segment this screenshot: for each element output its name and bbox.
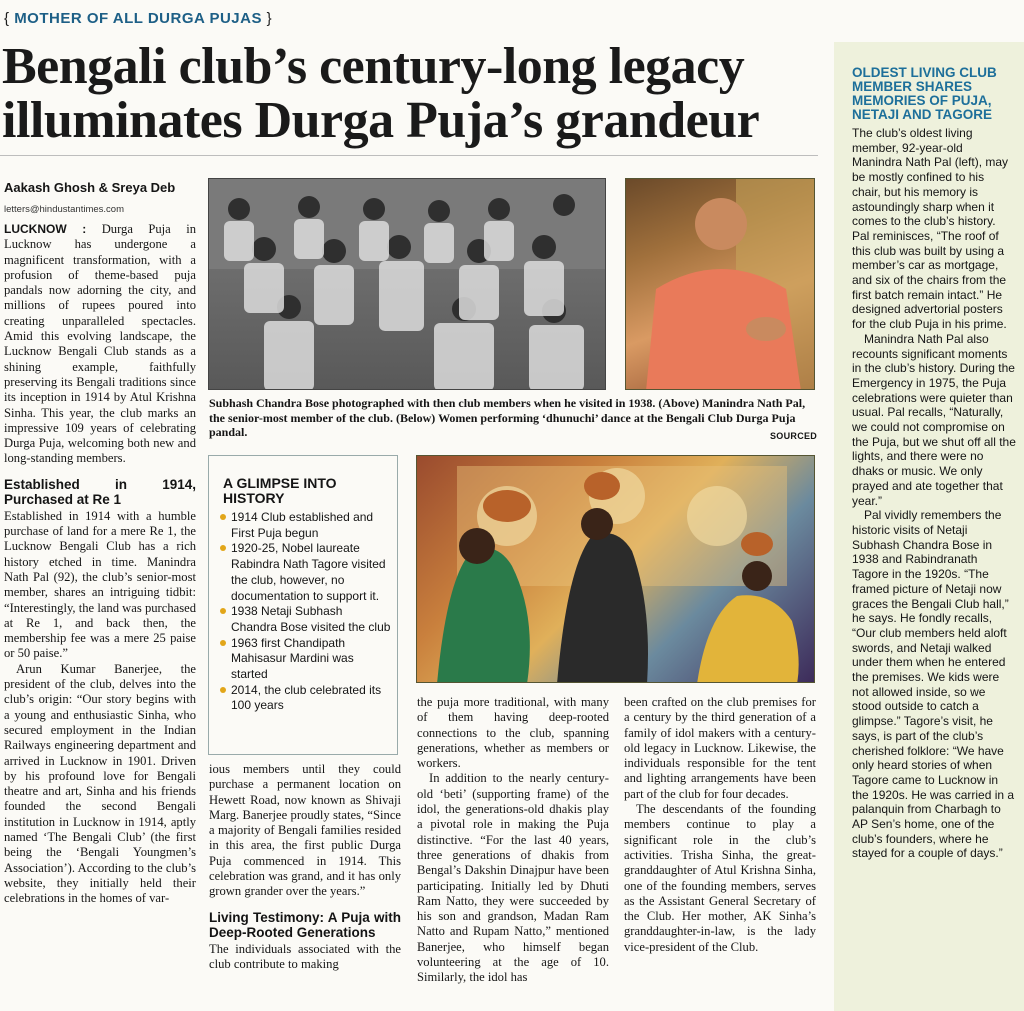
glimpse-item-text: 2014, the club celebrated its 100 years	[231, 682, 382, 713]
dhunuchi-dance-photo	[416, 455, 815, 683]
bose-group-photo	[208, 178, 606, 390]
glimpse-item	[223, 541, 391, 604]
paragraph-dhakis: In addition to the nearly century-old ‘beti’ (supporting frame) of the idol, the generations-old dhakis play a pivotal role in making the Puja distinctive. “For the last 40 years, three generations of dhakis from Bengal’s Dakshin Dinajpur have been participating. Initially led by Dhuti Ram Natto, they were succeeded by his son and grandson, Madan Ram Natto and Rupam Natto,” mentioned Banerjee, who himself began volunteering at the age of 10. Similarly, the idol has	[417, 771, 609, 985]
dateline: LUCKNOW :	[4, 222, 87, 236]
glimpse-item	[223, 604, 391, 635]
glimpse-item-text: 1938 Netaji Subhash Chandra Bose visited the club	[231, 604, 391, 634]
sidebar-paragraph-1: The club’s oldest living member, 92-year-old Manindra Nath Pal (left), may be mostly confined to his chair, but his memory is astoundingly sharp when it comes to the club’s history. Pal reminisces, “The roof of this club was built by using a member’s car as mortgage, and six of the chairs from the first batch remain intact.” He designed advertorial posters for the club Puja in his prime.	[852, 126, 1009, 332]
intro-text: Durga Puja in Lucknow has undergone a magnificent transformation, with a profusion of theme-based puja pandals now adorning the city, and millions of rupees poured into creating unparalleled spectacles. Amid this evolving landscape, the Lucknow Bengali Club stands as a shining example, faithfully preserving its Bengali traditions since its inception in 1914 by Atul Krishna Sinha. This year, the club marks an impressive 109 years of celebrating Durga Puja, welcoming both new and long-standing members.	[4, 222, 196, 466]
glimpse-item-text: 1914 Club established and First Puja begun	[231, 510, 374, 540]
sidebar-paragraph-2: Manindra Nath Pal also recounts significant moments in the club’s history. During the Emergency in 1975, the Puja celebrations were quieter than usual. Pal recalls, “Naturally, we could not compromise on the Puja, but we shut off all the lights, and there were no dhaks or music. We only prayed and ate together that year.”	[852, 331, 1016, 508]
headline-line-1: Bengali club’s century-long legacy	[2, 38, 745, 95]
headline-line-2: illuminates Durga Puja’s grandeur	[2, 92, 760, 149]
pal-portrait-figure	[626, 179, 815, 390]
kicker-brace-close: }	[266, 10, 273, 27]
glimpse-item	[223, 683, 391, 714]
glimpse-item-text: 1920-25, Nobel laureate Rabindra Nath Tagore visited the club, however, no documentation to support it.	[231, 541, 386, 603]
author-email[interactable]: letters@hindustantimes.com	[4, 204, 124, 215]
paragraph-idol-makers: been crafted on the club premises for a century by the third generation of a family of idol makers with a century-old legacy in Lucknow. Likewise, the individuals responsible for the tent and lighting arrangements have been part of the club for four decades.	[624, 695, 816, 801]
paragraph-intro	[4, 222, 196, 467]
bullet-icon	[220, 514, 226, 520]
byline: Aakash Ghosh & Sreya Deb	[4, 180, 176, 195]
glimpse-list	[223, 510, 391, 714]
paragraph-permanent-location: ious members until they could purchase a permanent location on Hewett Road, now known as Shivaji Marg. Banerjee proudly states, “Since a majority of Bengali families resided in this area, the first public Durga Puja commenced in 1914. This celebration was grand, and it has only grown grander over the years.”	[209, 762, 401, 899]
paragraph-established: Established in 1914 with a humble purchase of land for a mere Re 1, the Lucknow Bengali Club has a rich history etched in time. Manindra Nath Pal (92), the club’s senior-most member, shares an intriguing tidbit: “Interestingly, the land was purchased at Re 1, and back then, the membership fee was a mere 25 paise or 50 paise.”	[4, 508, 196, 661]
subhead-living-testimony: Living Testimony: A Puja with Deep-Rooted Generations	[209, 909, 401, 940]
headline	[2, 40, 822, 148]
bullet-icon	[220, 545, 226, 551]
glimpse-item	[223, 636, 391, 683]
paragraph-descendants: The descendants of the founding members continue to play a significant role in the club’s activities. Trisha Sinha, the great-granddaughter of Atul Krishna Sinha, one of the founding members, serves as the Assistant General Secretary of the Club. Her mother, AK Sinha’s granddaughter-in-law, is the lady vice-president of the Club.	[624, 802, 816, 954]
dhunuchi-dance-figures	[417, 456, 815, 683]
sidebar-content	[852, 66, 1016, 861]
paragraph-traditional: the puja more traditional, with many of them having deep-rooted connections to the club, spanning generations, whether as members or workers.	[417, 695, 609, 771]
sidebar-paragraph-3: Pal vividly remembers the historic visits of Netaji Subhash Chandra Bose in 1938 and Rabindranath Tagore in the 1920s. “The framed picture of Netaji now graces the Bengali Club hall,” he says. He fondly recalls, “Our club members held aloft swords, and Netaji walked under them when he entered the premises. We kids were not allowed inside, so we stood outside to catch a glimpse.” Tagore’s visit, he says, is part of the club’s cherished folklore: “We have only heard stories of when Tagore came to Lucknow in the 1920s. He was carried in a palanquin from Charbagh to AP Sen’s home, one of the club’s founders, where he stayed for a couple of days.”	[852, 508, 1015, 861]
glimpse-title: A GLIMPSE INTO HISTORY	[223, 475, 337, 506]
glimpse-history-box	[208, 455, 398, 755]
article-column-3	[417, 695, 609, 1010]
glimpse-item-text: 1963 first Chandipath Mahisasur Mardini was started	[231, 635, 354, 682]
paragraph-individuals: The individuals associated with the club contribute to making	[209, 941, 401, 971]
article-column-1	[4, 222, 196, 1010]
bullet-icon	[220, 687, 226, 693]
photo-caption: Subhash Chandra Bose photographed with then club members when he visited in 1938. (Above) Manindra Nath Pal, the senior-most member of the club. (Below) Women performing ‘dhunuchi’ dance at the Bengali Club Durga Puja pandal.	[209, 396, 806, 439]
manindra-nath-pal-photo	[625, 178, 815, 390]
bose-group-photo-figures	[209, 179, 606, 390]
bullet-icon	[220, 608, 226, 614]
kicker-brace-open: {	[4, 10, 10, 27]
glimpse-item	[223, 510, 391, 541]
kicker-text: MOTHER OF ALL DURGA PUJAS	[14, 10, 262, 27]
article-column-4	[624, 695, 816, 1010]
headline-divider	[0, 155, 818, 156]
photo-credit: SOURCED	[770, 431, 818, 441]
oldest-member-sidebar	[834, 42, 1024, 1011]
paragraph-origin: Arun Kumar Banerjee, the president of the club, delves into the club’s origin: “Our story begins with a young and enthusiastic Sinha, who secured employment in the Indian Railways engineering department and arrived in Lucknow in 1901. Driven by his profound love for Bengali theatre and art, Sinha and his friends founded the second Bengali institution in Lucknow in 1914, aptly named ‘The Bengali Club’ (the first being the ‘Bengali Youngmen’s Association’). According to the club’s website, they initially held their celebrations in the homes of var-	[4, 661, 196, 906]
subhead-established: Established in 1914, Purchased at Re 1	[4, 476, 196, 507]
bullet-icon	[220, 640, 226, 646]
article-column-2	[209, 762, 401, 1010]
sidebar-title: OLDEST LIVING CLUB MEMBER SHARES MEMORIES OF PUJA, NETAJI AND TAGORE	[852, 65, 997, 122]
section-kicker	[4, 10, 272, 27]
